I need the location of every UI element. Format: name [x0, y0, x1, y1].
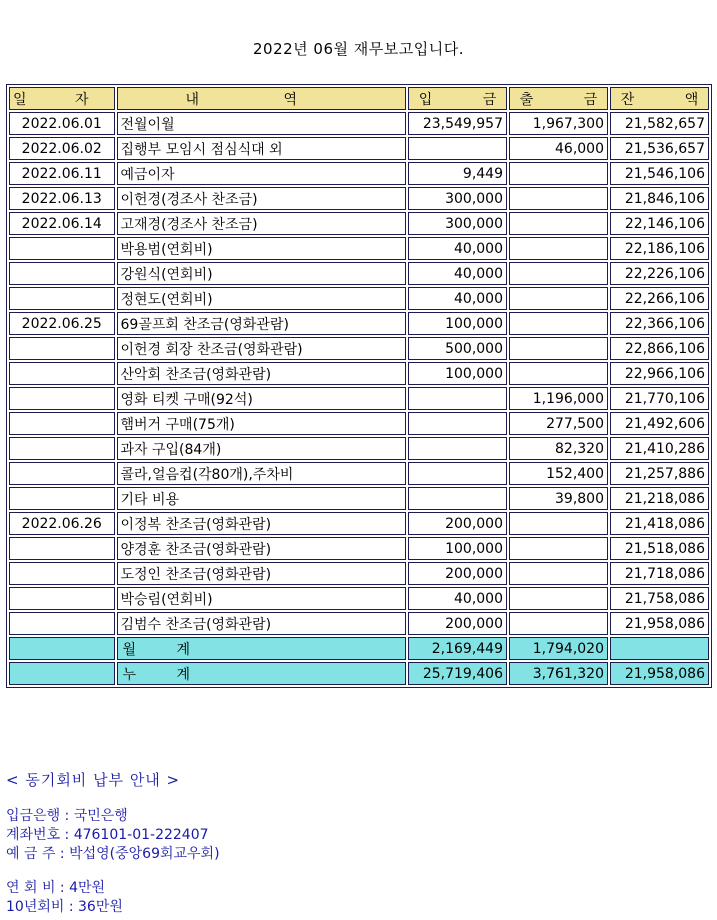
table-row — [9, 537, 709, 560]
table-row — [9, 587, 709, 610]
row-withdrawal: 39,800 — [509, 487, 608, 510]
row-deposit: 100,000 — [408, 362, 507, 385]
row-date: 2022.06.14 — [9, 212, 115, 235]
row-balance: 21,257,886 — [610, 462, 709, 485]
row-deposit: 23,549,957 — [408, 112, 507, 135]
row-withdrawal: 1,967,300 — [509, 112, 608, 135]
row-withdrawal: 82,320 — [509, 437, 608, 460]
row-date: 2022.06.26 — [9, 512, 115, 535]
row-withdrawal: 1,196,000 — [509, 387, 608, 410]
row-deposit: 200,000 — [408, 512, 507, 535]
table-row — [9, 387, 709, 410]
row-withdrawal — [509, 187, 608, 210]
row-balance: 21,958,086 — [610, 612, 709, 635]
row-balance: 21,770,106 — [610, 387, 709, 410]
row-description: 양경훈 찬조금(영화관람) — [117, 537, 407, 560]
row-deposit: 40,000 — [408, 587, 507, 610]
header-deposit: 입 금 — [408, 87, 507, 110]
cumulative-total-deposit: 25,719,406 — [408, 662, 507, 685]
row-balance: 21,718,086 — [610, 562, 709, 585]
row-description: 박승림(연회비) — [117, 587, 407, 610]
row-description: 이정복 찬조금(영화관람) — [117, 512, 407, 535]
row-description: 과자 구입(84개) — [117, 437, 407, 460]
table-row — [9, 237, 709, 260]
header-date: 일 자 — [9, 87, 115, 110]
row-withdrawal — [509, 337, 608, 360]
row-balance: 21,546,106 — [610, 162, 709, 185]
row-date — [9, 562, 115, 585]
row-withdrawal — [509, 612, 608, 635]
row-date — [9, 412, 115, 435]
row-balance: 21,218,086 — [610, 487, 709, 510]
monthly-total-row — [9, 637, 709, 660]
table-row — [9, 312, 709, 335]
table-row — [9, 362, 709, 385]
notice-annual-fee: 연 회 비 : 4만원 — [6, 880, 106, 896]
cumulative-total-label: 누 계 — [117, 662, 407, 685]
row-date: 2022.06.13 — [9, 187, 115, 210]
row-date — [9, 337, 115, 360]
table-row — [9, 462, 709, 485]
row-deposit: 200,000 — [408, 612, 507, 635]
row-balance: 21,536,657 — [610, 137, 709, 160]
row-balance: 22,186,106 — [610, 237, 709, 260]
notice-account: 계좌번호 : 476101-01-222407 — [6, 827, 209, 843]
row-deposit — [408, 462, 507, 485]
table-row — [9, 287, 709, 310]
row-description: 김범수 찬조금(영화관람) — [117, 612, 407, 635]
row-deposit — [408, 487, 507, 510]
row-deposit: 40,000 — [408, 262, 507, 285]
row-withdrawal — [509, 262, 608, 285]
row-description: 고재경(경조사 찬조금) — [117, 212, 407, 235]
row-deposit — [408, 387, 507, 410]
header-description: 내 역 — [117, 87, 407, 110]
row-withdrawal — [509, 562, 608, 585]
row-balance: 22,966,106 — [610, 362, 709, 385]
notice-ten-year-fee: 10년회비 : 36만원 — [6, 899, 123, 915]
row-date — [9, 612, 115, 635]
table-row — [9, 562, 709, 585]
row-deposit — [408, 437, 507, 460]
row-deposit — [408, 412, 507, 435]
table-row — [9, 612, 709, 635]
row-withdrawal — [509, 512, 608, 535]
row-balance: 21,582,657 — [610, 112, 709, 135]
table-row — [9, 212, 709, 235]
table-row — [9, 112, 709, 135]
row-description: 집행부 모임시 점심식대 외 — [117, 137, 407, 160]
monthly-total-label: 월 계 — [117, 637, 407, 660]
row-date — [9, 387, 115, 410]
row-description: 예금이자 — [117, 162, 407, 185]
monthly-total-balance — [610, 637, 709, 660]
row-balance: 21,492,606 — [610, 412, 709, 435]
row-deposit: 300,000 — [408, 187, 507, 210]
row-description: 이헌경 회장 찬조금(영화관람) — [117, 337, 407, 360]
notice-holder: 예 금 주 : 박섭영(중앙69회교우회) — [6, 846, 220, 862]
ledger-body — [9, 112, 709, 635]
row-withdrawal: 277,500 — [509, 412, 608, 435]
row-withdrawal — [509, 212, 608, 235]
row-balance: 22,366,106 — [610, 312, 709, 335]
cumulative-total-withdrawal: 3,761,320 — [509, 662, 608, 685]
row-deposit: 200,000 — [408, 562, 507, 585]
row-withdrawal — [509, 312, 608, 335]
row-date — [9, 587, 115, 610]
cumulative-total-row — [9, 662, 709, 685]
row-deposit: 500,000 — [408, 337, 507, 360]
row-withdrawal — [509, 362, 608, 385]
row-date — [9, 362, 115, 385]
row-withdrawal — [509, 237, 608, 260]
row-withdrawal — [509, 537, 608, 560]
row-date: 2022.06.01 — [9, 112, 115, 135]
row-balance: 21,846,106 — [610, 187, 709, 210]
row-withdrawal — [509, 162, 608, 185]
row-description: 박용범(연회비) — [117, 237, 407, 260]
row-deposit: 100,000 — [408, 312, 507, 335]
row-date — [9, 287, 115, 310]
table-row — [9, 187, 709, 210]
row-withdrawal — [509, 587, 608, 610]
table-row — [9, 162, 709, 185]
row-description: 영화 티켓 구매(92석) — [117, 387, 407, 410]
cumulative-total-balance: 21,958,086 — [610, 662, 709, 685]
row-balance: 21,758,086 — [610, 587, 709, 610]
row-balance: 22,146,106 — [610, 212, 709, 235]
row-withdrawal — [509, 287, 608, 310]
row-description: 콜라,얼음컵(각80개),주차비 — [117, 462, 407, 485]
table-row — [9, 487, 709, 510]
notice-bank: 입금은행 : 국민은행 — [6, 808, 128, 824]
monthly-total-withdrawal: 1,794,020 — [509, 637, 608, 660]
row-date: 2022.06.11 — [9, 162, 115, 185]
row-date: 2022.06.02 — [9, 137, 115, 160]
row-description: 강원식(연회비) — [117, 262, 407, 285]
row-date — [9, 462, 115, 485]
table-row — [9, 512, 709, 535]
monthly-total-date — [9, 637, 115, 660]
row-date — [9, 262, 115, 285]
table-row — [9, 412, 709, 435]
row-deposit: 9,449 — [408, 162, 507, 185]
header-withdrawal: 출 금 — [509, 87, 608, 110]
row-balance: 22,266,106 — [610, 287, 709, 310]
row-description: 햄버거 구매(75개) — [117, 412, 407, 435]
row-withdrawal: 152,400 — [509, 462, 608, 485]
row-description: 정현도(연회비) — [117, 287, 407, 310]
table-row — [9, 437, 709, 460]
report-title: 2022년 06월 재무보고입니다. — [253, 40, 464, 58]
row-date: 2022.06.25 — [9, 312, 115, 335]
row-deposit: 40,000 — [408, 237, 507, 260]
table-row — [9, 262, 709, 285]
row-description: 도정인 찬조금(영화관람) — [117, 562, 407, 585]
row-withdrawal: 46,000 — [509, 137, 608, 160]
table-row — [9, 337, 709, 360]
monthly-total-deposit: 2,169,449 — [408, 637, 507, 660]
row-date — [9, 437, 115, 460]
row-deposit: 40,000 — [408, 287, 507, 310]
row-date — [9, 237, 115, 260]
row-description: 69골프회 찬조금(영화관람) — [117, 312, 407, 335]
row-description: 산악회 찬조금(영화관람) — [117, 362, 407, 385]
ledger-table — [6, 84, 712, 688]
row-deposit — [408, 137, 507, 160]
row-description: 기타 비용 — [117, 487, 407, 510]
row-deposit: 100,000 — [408, 537, 507, 560]
row-description: 이헌경(경조사 찬조금) — [117, 187, 407, 210]
cumulative-total-date — [9, 662, 115, 685]
row-description: 전월이월 — [117, 112, 407, 135]
row-balance: 21,418,086 — [610, 512, 709, 535]
notice-heading: < 동기회비 납부 안내 > — [6, 771, 181, 789]
row-balance: 22,226,106 — [610, 262, 709, 285]
row-date — [9, 487, 115, 510]
table-header-row — [9, 87, 709, 110]
row-balance: 21,410,286 — [610, 437, 709, 460]
header-balance: 잔 액 — [610, 87, 709, 110]
row-deposit: 300,000 — [408, 212, 507, 235]
row-balance: 21,518,086 — [610, 537, 709, 560]
table-row — [9, 137, 709, 160]
row-date — [9, 537, 115, 560]
row-balance: 22,866,106 — [610, 337, 709, 360]
